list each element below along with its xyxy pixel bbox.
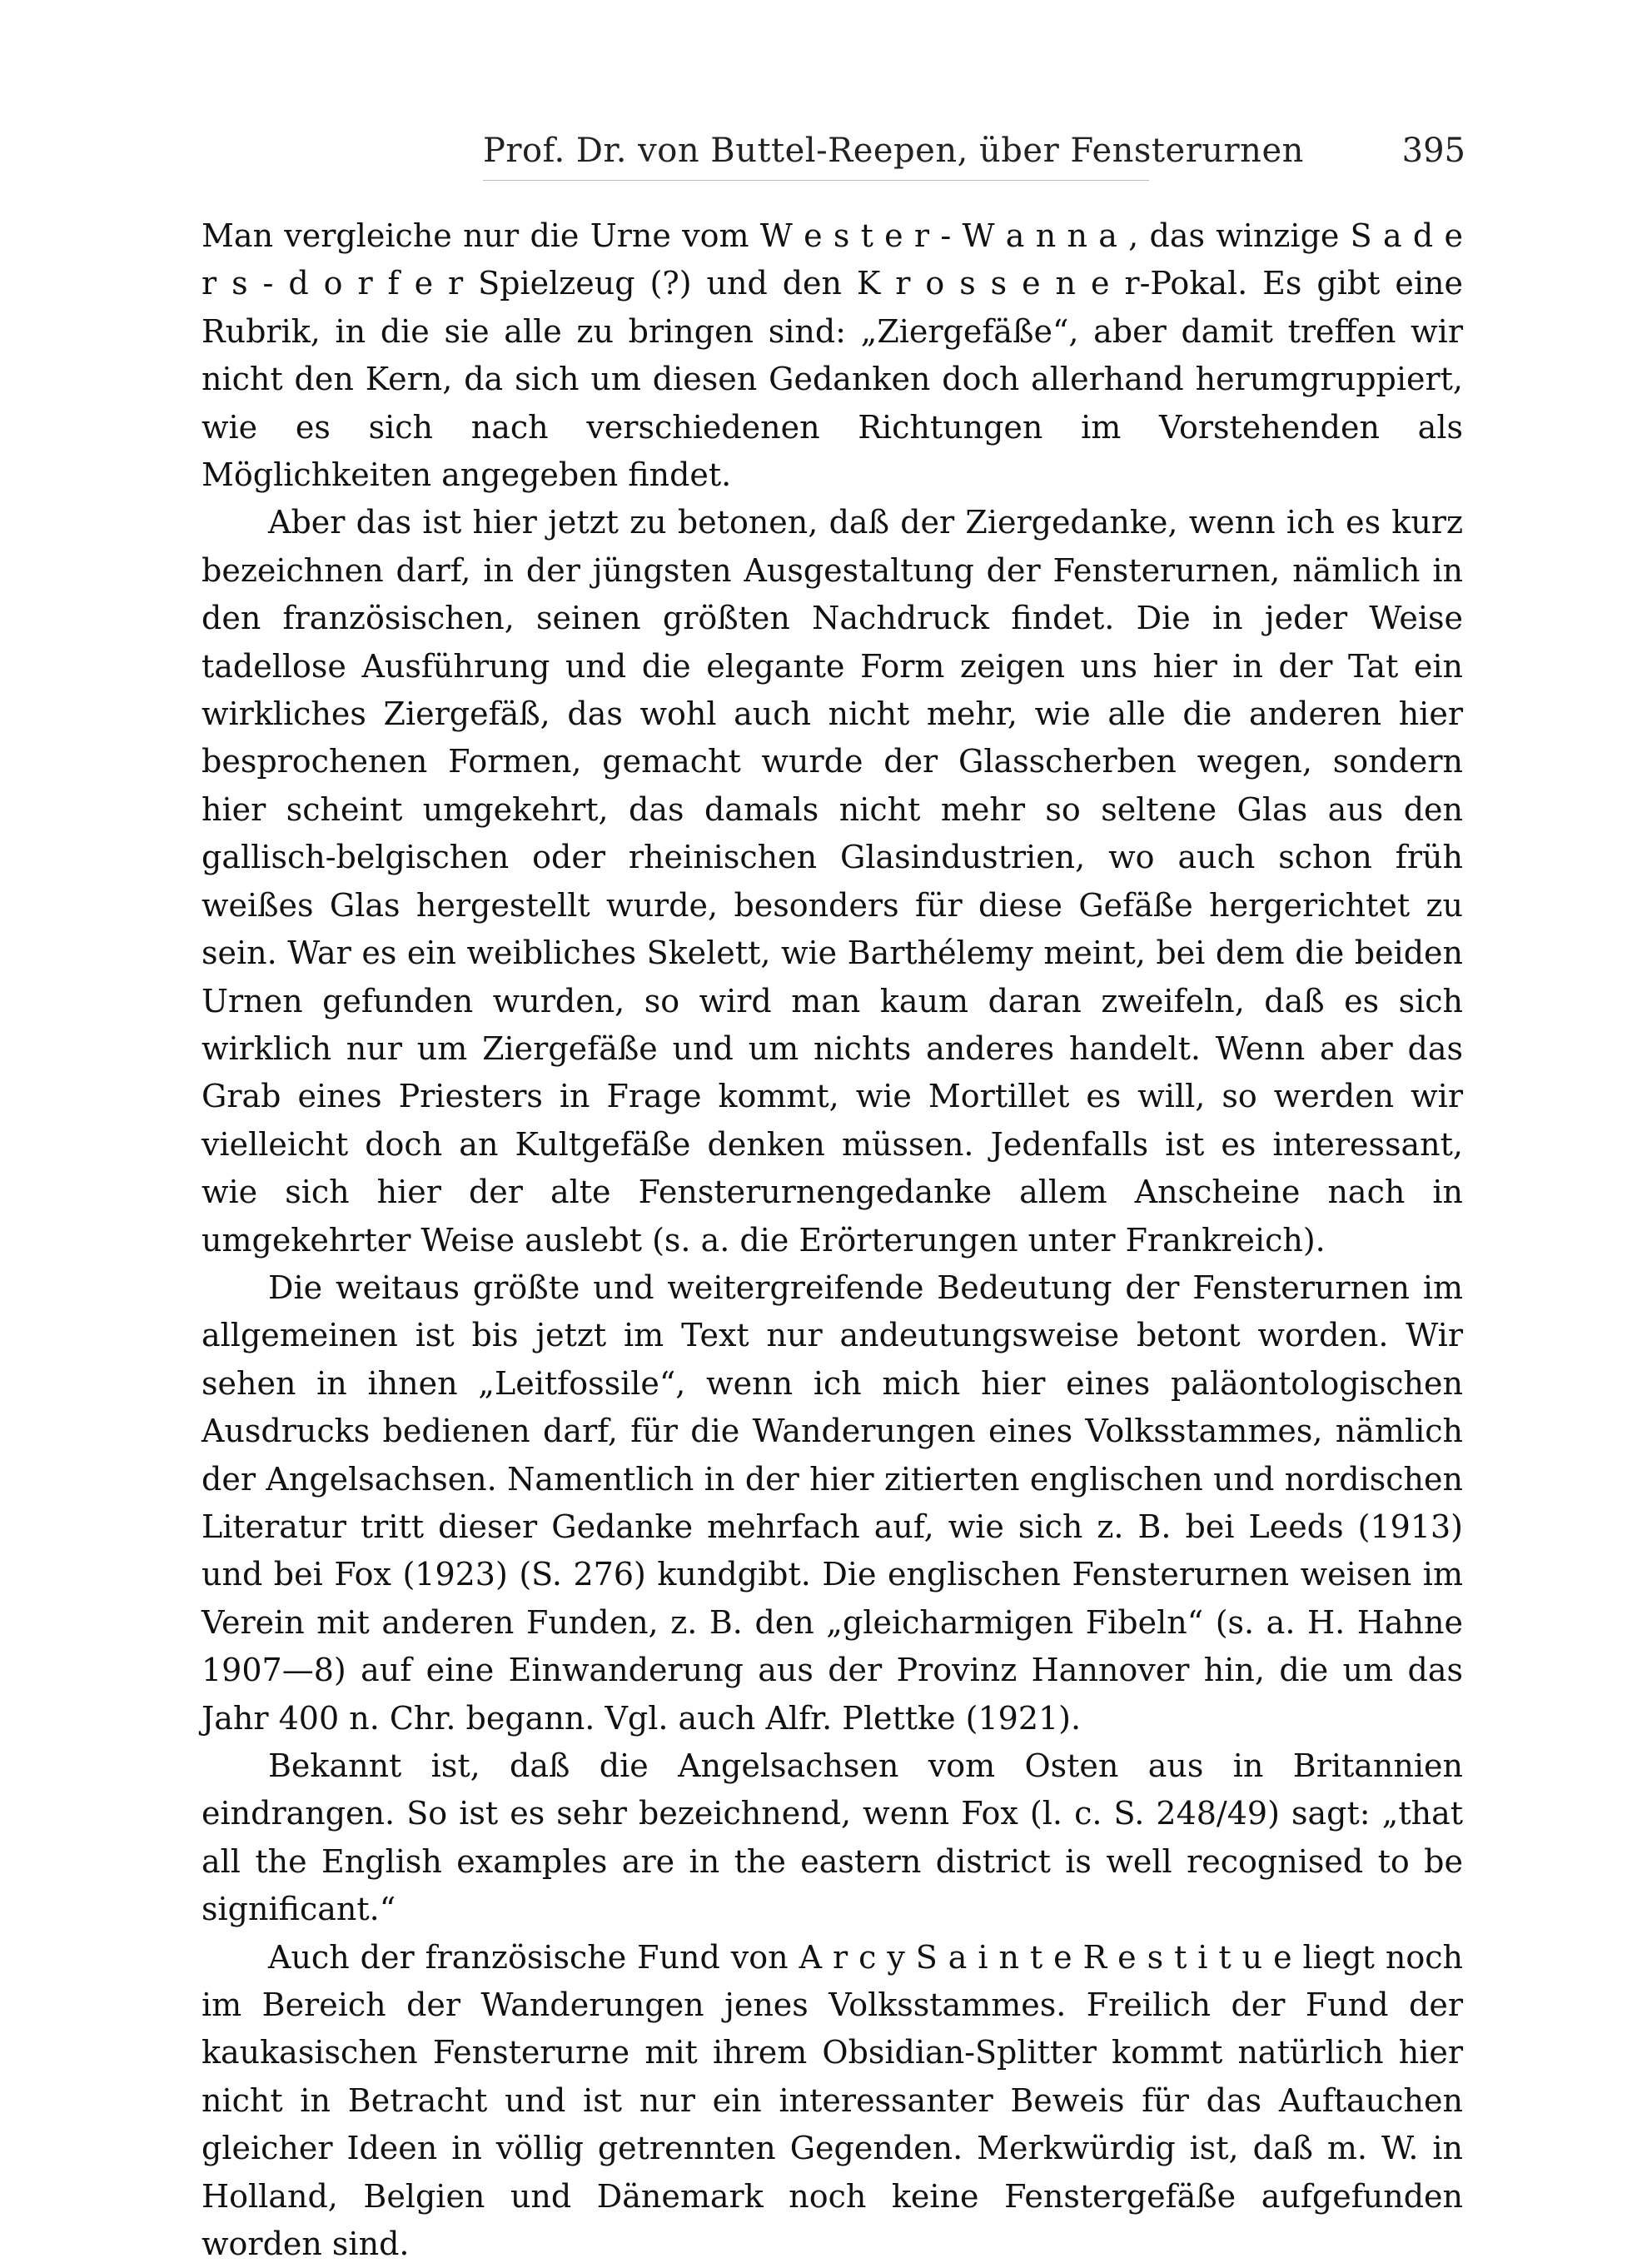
running-head [192,132,1465,182]
paragraph: Auch der französische Fund von A r c y S a i n t e R e s t i t u e liegt noch im Bereich der Wanderungen jenes Volksstammes. Freilich der Fund der kaukasischen Fensterurne mit ihrem Obsidian-Splitter kommt natürlich hier nicht in Betracht und ist nur ein interessanter Beweis für das Auftauchen gleicher Ideen in völlig getrennten Gegenden. Merkwürdig ist, daß m. W. in Holland, Belgien und Dänemark noch keine Fenstergefäße aufgefunden worden sind. [202,1938,1463,2263]
paragraph: Aber das ist hier jetzt zu betonen, daß der Ziergedanke, wenn ich es kurz bezeichnen darf, in der jüngsten Ausgestaltung der Fensterurnen, nämlich in den französischen, seinen größten Nachdruck findet. Die in jeder Weise tadellose Ausführung und die elegante Form zeigen uns hier in der Tat ein wirkliches Ziergefäß, das wohl auch nicht mehr, wie alle die anderen hier besprochenen Formen, gemacht wurde der Glasscherben wegen, sondern hier scheint umgekehrt, das damals nicht mehr so seltene Glas aus den gallisch-belgischen oder rheinischen Glasindustrien, wo auch schon früh weißes Glas hergestellt wurde, besonders für diese Gefäße hergerichtet zu sein. War es ein weibliches Skelett, wie Barthélemy meint, bei dem die beiden Urnen gefunden wurden, so wird man kaum daran zweifeln, daß es sich wirklich nur um Ziergefäße und um nichts anderes handelt. Wenn aber das Grab eines Priesters in Frage kommt, wie Mortillet es will, so werden wir vielleicht doch an Kultgefäße denken müssen. Jedenfalls ist es interessant, wie sich hier der alte Fensterurnengedanke allem Anscheine nach in umgekehrter Weise auslebt (s. a. die Erörterungen unter Frankreich). [202,504,1463,1259]
paragraph: Man vergleiche nur die Urne vom W e s t e r - W a n n a , das winzige S a d e r s - d o r f e r Spielzeug (?) und den K r o s s e n e r-Pokal. Es gibt eine Rubrik, in die sie alle zu bringen sind: „Ziergefäße“, aber damit treffen wir nicht den Kern, da sich um diesen Gedanken doch allerhand herumgruppiert, wie es sich nach verschiedenen Richtungen im Vorstehenden als Möglichkeiten angegeben findet. [202,217,1463,494]
paragraph: Bekannt ist, daß die Angelsachsen vom Osten aus in Britannien eindrangen. So ist es sehr bezeichnend, wenn Fox (l. c. S. 248/49) sagt: „that all the English examples are in the eastern district is well recognised to be significant.“ [202,1747,1463,1928]
body-text [202,212,1463,2268]
page-number: 395 [1401,132,1465,170]
header-divider [483,180,1149,181]
running-title: Prof. Dr. von Buttel-Reepen, über Fensterurnen [483,132,1304,170]
paragraph: Die weitaus größte und weitergreifende Bedeutung der Fensterurnen im allgemeinen ist bis jetzt im Text nur andeutungsweise betont worden. Wir sehen in ihnen „Leitfossile“, wenn ich mich hier eines paläontologischen Ausdrucks bedienen darf, für die Wanderungen eines Volksstammes, nämlich der Angelsachsen. Namentlich in der hier zitierten englischen und nordischen Literatur tritt dieser Gedanke mehrfach auf, wie sich z. B. bei Leeds (1913) und bei Fox (1923) (S. 276) kundgibt. Die englischen Fensterurnen weisen im Verein mit anderen Funden, z. B. den „gleicharmigen Fibeln“ (s. a. H. Hahne 1907—8) auf eine Einwanderung aus der Provinz Hannover hin, die um das Jahr 400 n. Chr. begann. Vgl. auch Alfr. Plettke (1921). [202,1269,1463,1737]
